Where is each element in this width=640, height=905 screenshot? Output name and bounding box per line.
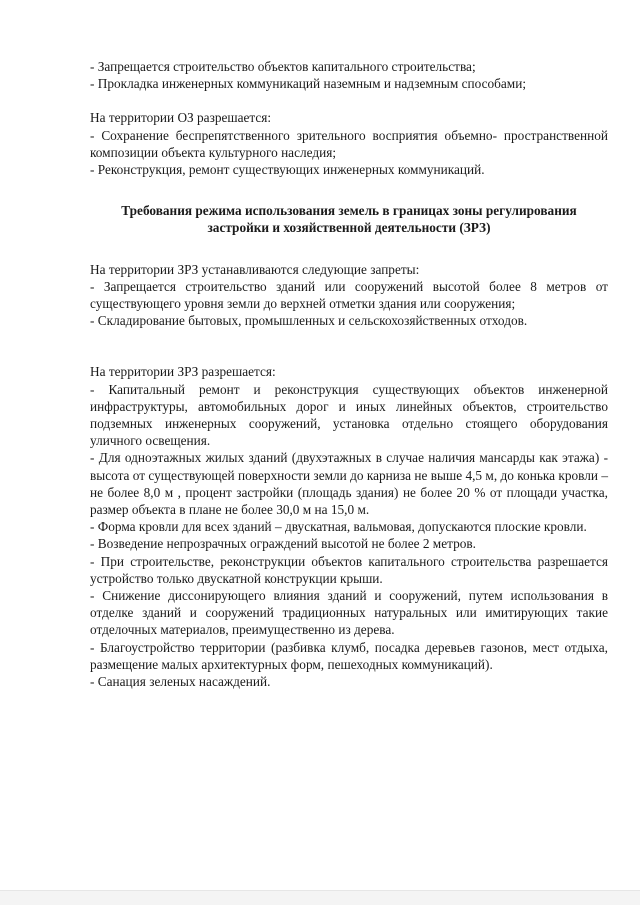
- oz-permitted-item-1: - Сохранение беспрепятственного зрительного восприятия объемно- пространственной композиции объекта культурного наследия;: [90, 127, 608, 160]
- zrz-permitted-item-7: - Благоустройство территории (разбивка клумб, посадка деревьев газонов, мест отдыха, размещение малых архитектурных форм, пешеходных коммуникаций).: [90, 639, 608, 672]
- section-heading-line-1: Требования режима использования земель в границах зоны регулирования: [121, 203, 577, 219]
- zrz-prohibition-item-1: - Запрещается строительство зданий или сооружений высотой более 8 метров от существующего уровня земли до верхней отметки здания или сооружения;: [90, 278, 608, 312]
- section-heading-line-2: застройки и хозяйственной деятельности (ЗРЗ): [207, 220, 491, 236]
- zrz-prohibition-item-2: - Складирование бытовых, промышленных и сельскохозяйственных отходов.: [90, 313, 528, 329]
- zrz-permitted-item-5: - При строительстве, реконструкции объектов капитального строительства разрешается устройство только двускатной конструкции крыши.: [90, 553, 608, 586]
- zrz-permitted-item-6: - Снижение диссонирующего влияния зданий и сооружений, путем использования в отделке зданий и сооружений традиционных натуральных или имитирующих такие отделочных материалов, преимущественно из дерева.: [90, 588, 608, 638]
- oz-permitted-intro: На территории ОЗ разрешается:: [90, 110, 272, 126]
- zrz-prohibitions-intro: На территории ЗРЗ устанавливаются следующие запреты:: [90, 261, 420, 277]
- zrz-permitted-item-2: - Для одноэтажных жилых зданий (двухэтажных в случае наличия мансарды как этажа) - высота от существующей поверхности земли до карниза не выше 4,5 м, до конька кровли – не более 8,0 м , процент застройки (площадь здания) не более 20 % от площади участка, размер объекта в плане не более 30,0 м на 15,0 м.: [90, 450, 608, 518]
- scan-bottom-edge: [0, 890, 640, 905]
- zrz-permitted-item-8: - Санация зеленых насаждений.: [90, 674, 271, 690]
- oz-permitted-item-2: - Реконструкция, ремонт существующих инженерных коммуникаций.: [90, 162, 485, 178]
- zrz-permitted-item-1: - Капитальный ремонт и реконструкция существующих объектов инженерной инфраструктуры, автомобильных дорог и иных линейных объектов, строительство подземных инженерных сооружений, установка отдельно стоящего оборудования уличного освещения.: [90, 381, 608, 449]
- document-body: [90, 58, 608, 690]
- zrz-permitted-intro: На территории ЗРЗ разрешается:: [90, 364, 276, 380]
- prohibition-line-1: - Запрещается строительство объектов капитального строительства;: [90, 59, 476, 74]
- prohibition-line-2: - Прокладка инженерных коммуникаций наземным и надземным способами;: [90, 76, 527, 92]
- zrz-permitted-item-4: - Возведение непрозрачных ограждений высотой не более 2 метров.: [90, 536, 476, 552]
- zrz-permitted-item-3: - Форма кровли для всех зданий – двускатная, вальмовая, допускаются плоские кровли.: [90, 519, 587, 535]
